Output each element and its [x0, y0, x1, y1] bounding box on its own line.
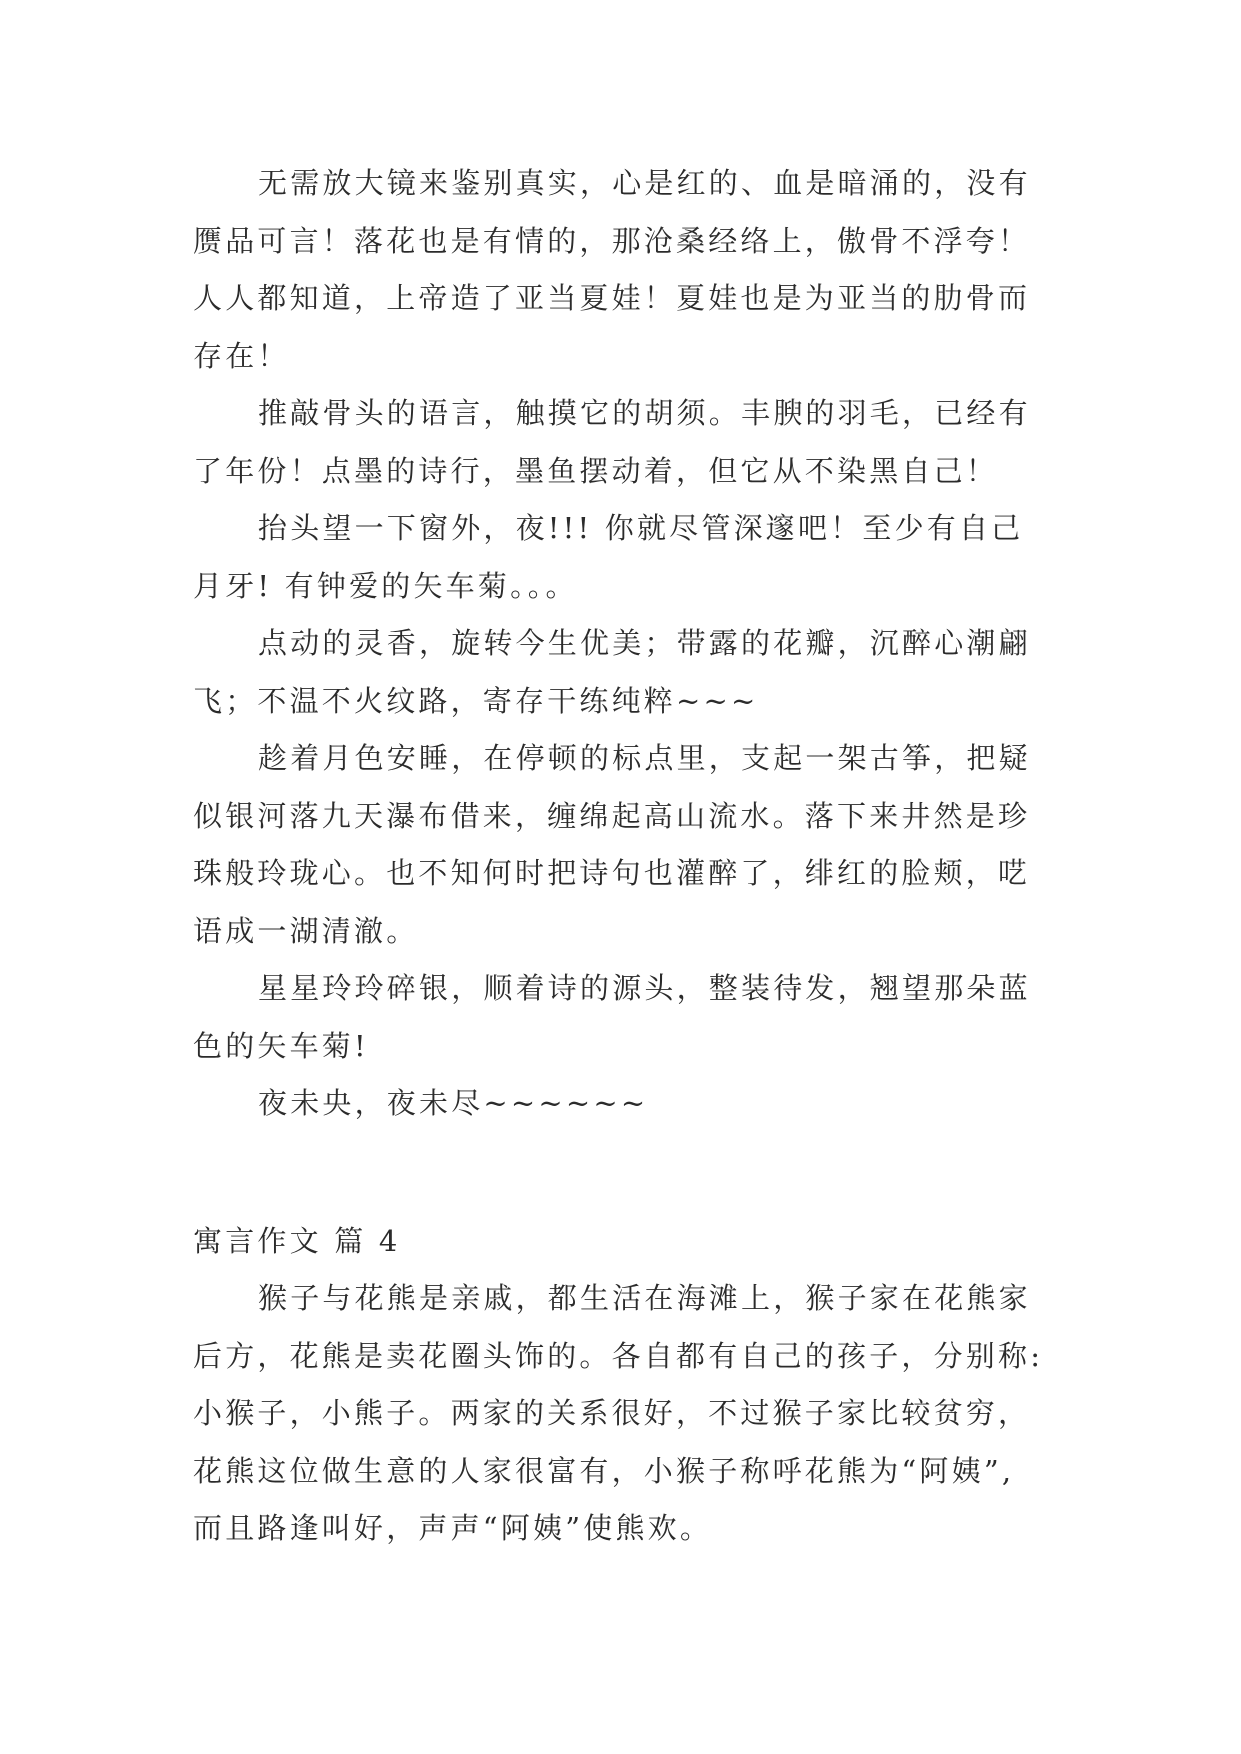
paragraph-line: 点动的灵香，旋转今生优美；带露的花瓣，沉醉心潮翩	[258, 626, 1031, 660]
paragraph-line: 夜未央，夜未尽~~~~~~	[258, 1086, 649, 1120]
body-text-section-2	[193, 1270, 1063, 1558]
paragraph-line: 语成一湖清澈。	[193, 913, 419, 948]
paragraph-line: 似银河落九天瀑布借来，缠绵起高山流水。落下来井然是珍	[193, 798, 1031, 833]
paragraph-line: 推敲骨头的语言，触摸它的胡须。丰腴的羽毛，已经有	[258, 396, 1031, 430]
paragraph-line: 星星玲玲碎银，顺着诗的源头，整装待发，翘望那朵蓝	[258, 971, 1031, 1005]
paragraph-line: 而且路逢叫好，声声“阿姨”使熊欢。	[193, 1511, 713, 1545]
paragraph-line: 抬头望一下窗外，夜!!! 你就尽管深邃吧！至少有自己	[258, 511, 1024, 545]
paragraph-line: 人人都知道，上帝造了亚当夏娃！夏娃也是为亚当的肋骨而	[193, 281, 1031, 315]
paragraph-line: 色的矢车菊!	[193, 1028, 369, 1063]
paragraph-line: 后方，花熊是卖花圈头饰的。各自都有自己的孩子，分别称:	[193, 1338, 1044, 1373]
section-heading: 寓言作文 篇 4	[193, 1224, 401, 1258]
paragraph-line: 小猴子，小熊子。两家的关系很好，不过猴子家比较贫穷，	[193, 1396, 1031, 1430]
paragraph-line: 无需放大镜来鉴别真实，心是红的、血是暗涌的，没有	[258, 166, 1031, 200]
body-text-section-1	[193, 155, 1063, 1133]
paragraph-line: 了年份！点墨的诗行，墨鱼摆动着，但它从不染黑自己！	[193, 453, 999, 488]
paragraph-line: 珠般玲珑心。也不知何时把诗句也灌醉了，绯红的脸颊，呓	[193, 856, 1031, 890]
paragraph-line: 花熊这位做生意的人家很富有，小猴子称呼花熊为“阿姨”,	[193, 1453, 1015, 1488]
paragraph-line: 飞；不温不火纹路，寄存干练纯粹~~~	[193, 683, 759, 718]
paragraph-line: 存在！	[193, 338, 290, 373]
paragraph-line: 月牙! 有钟爱的矢车菊。。。	[193, 568, 578, 603]
paragraph-line: 赝品可言！落花也是有情的，那沧桑经络上，傲骨不浮夸！	[193, 223, 1031, 258]
paragraph-line: 趁着月色安睡，在停顿的标点里，支起一架古筝，把疑	[258, 741, 1031, 775]
paragraph-line: 猴子与花熊是亲戚，都生活在海滩上，猴子家在花熊家	[258, 1281, 1031, 1315]
